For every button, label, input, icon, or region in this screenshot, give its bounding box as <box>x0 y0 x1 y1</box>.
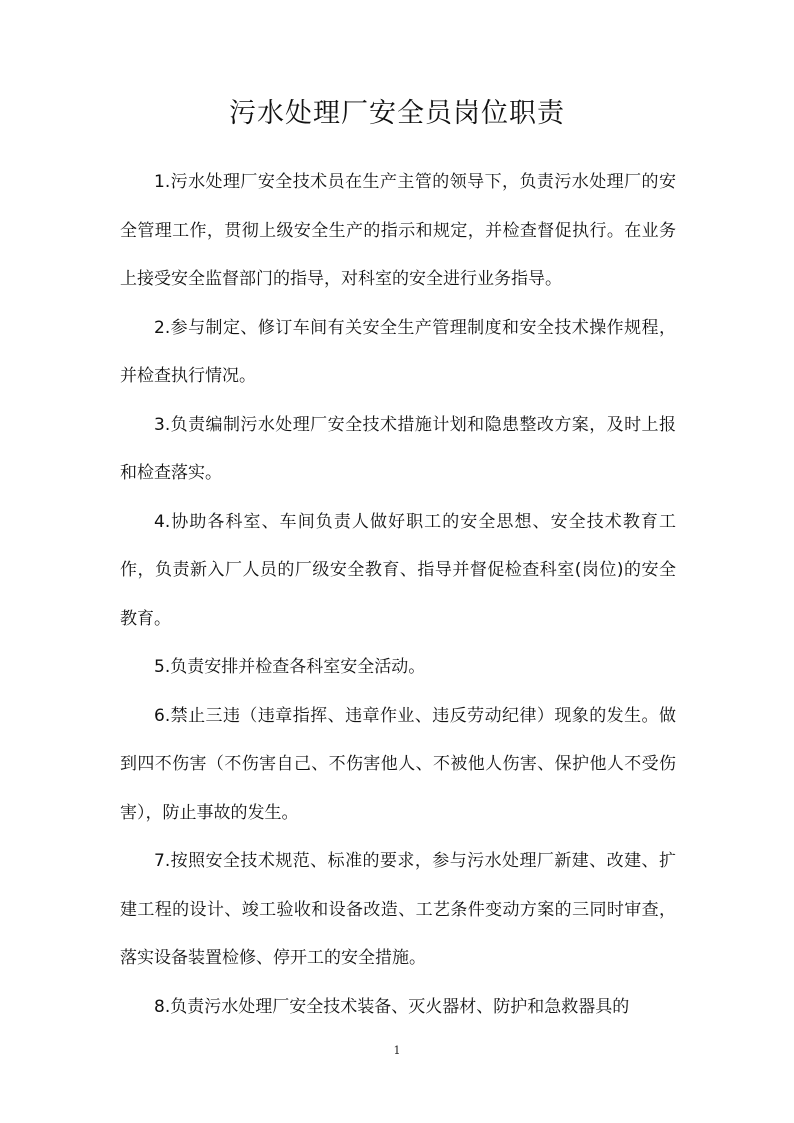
paragraph-6: 6.禁止三违（违章指挥、违章作业、违反劳动纪律）现象的发生。做到四不伤害（不伤害自己、不伤害他人、不被他人伤害、保护他人不受伤害），防止事故的发生。 <box>120 705 676 823</box>
paragraph-2: 2.参与制定、修订车间有关安全生产管理制度和安全技术操作规程，并检查执行情况。 <box>120 317 676 386</box>
document-body <box>120 158 676 1031</box>
paragraph-5: 5.负责安排并检查各科室安全活动。 <box>154 657 426 677</box>
paragraph-7: 7.按照安全技术规范、标准的要求，参与污水处理厂新建、改建、扩建工程的设计、竣工验收和设备改造、工艺条件变动方案的三同时审查，落实设备装置检修、停开工的安全措施。 <box>120 851 676 968</box>
page-number: 1 <box>393 1044 401 1057</box>
paragraph-4: 4.协助各科室、车间负责人做好职工的安全思想、安全技术教育工作，负责新入厂人员的厂级安全教育、指导并督促检查科室(岗位)的安全教育。 <box>120 511 676 629</box>
paragraph-8: 8.负责污水处理厂安全技术装备、灭火器材、防护和急救器具的 <box>154 996 630 1017</box>
paragraph-1: 1.污水处理厂安全技术员在生产主管的领导下，负责污水处理厂的安全管理工作，贯彻上级安全生产的指示和规定，并检查督促执行。在业务上接受安全监督部门的指导，对科室的安全进行业务指导。 <box>120 172 676 289</box>
paragraph-3: 3.负责编制污水处理厂安全技术措施计划和隐患整改方案，及时上报和检查落实。 <box>120 414 676 483</box>
document-title: 污水处理厂安全员岗位职责 <box>229 98 565 129</box>
